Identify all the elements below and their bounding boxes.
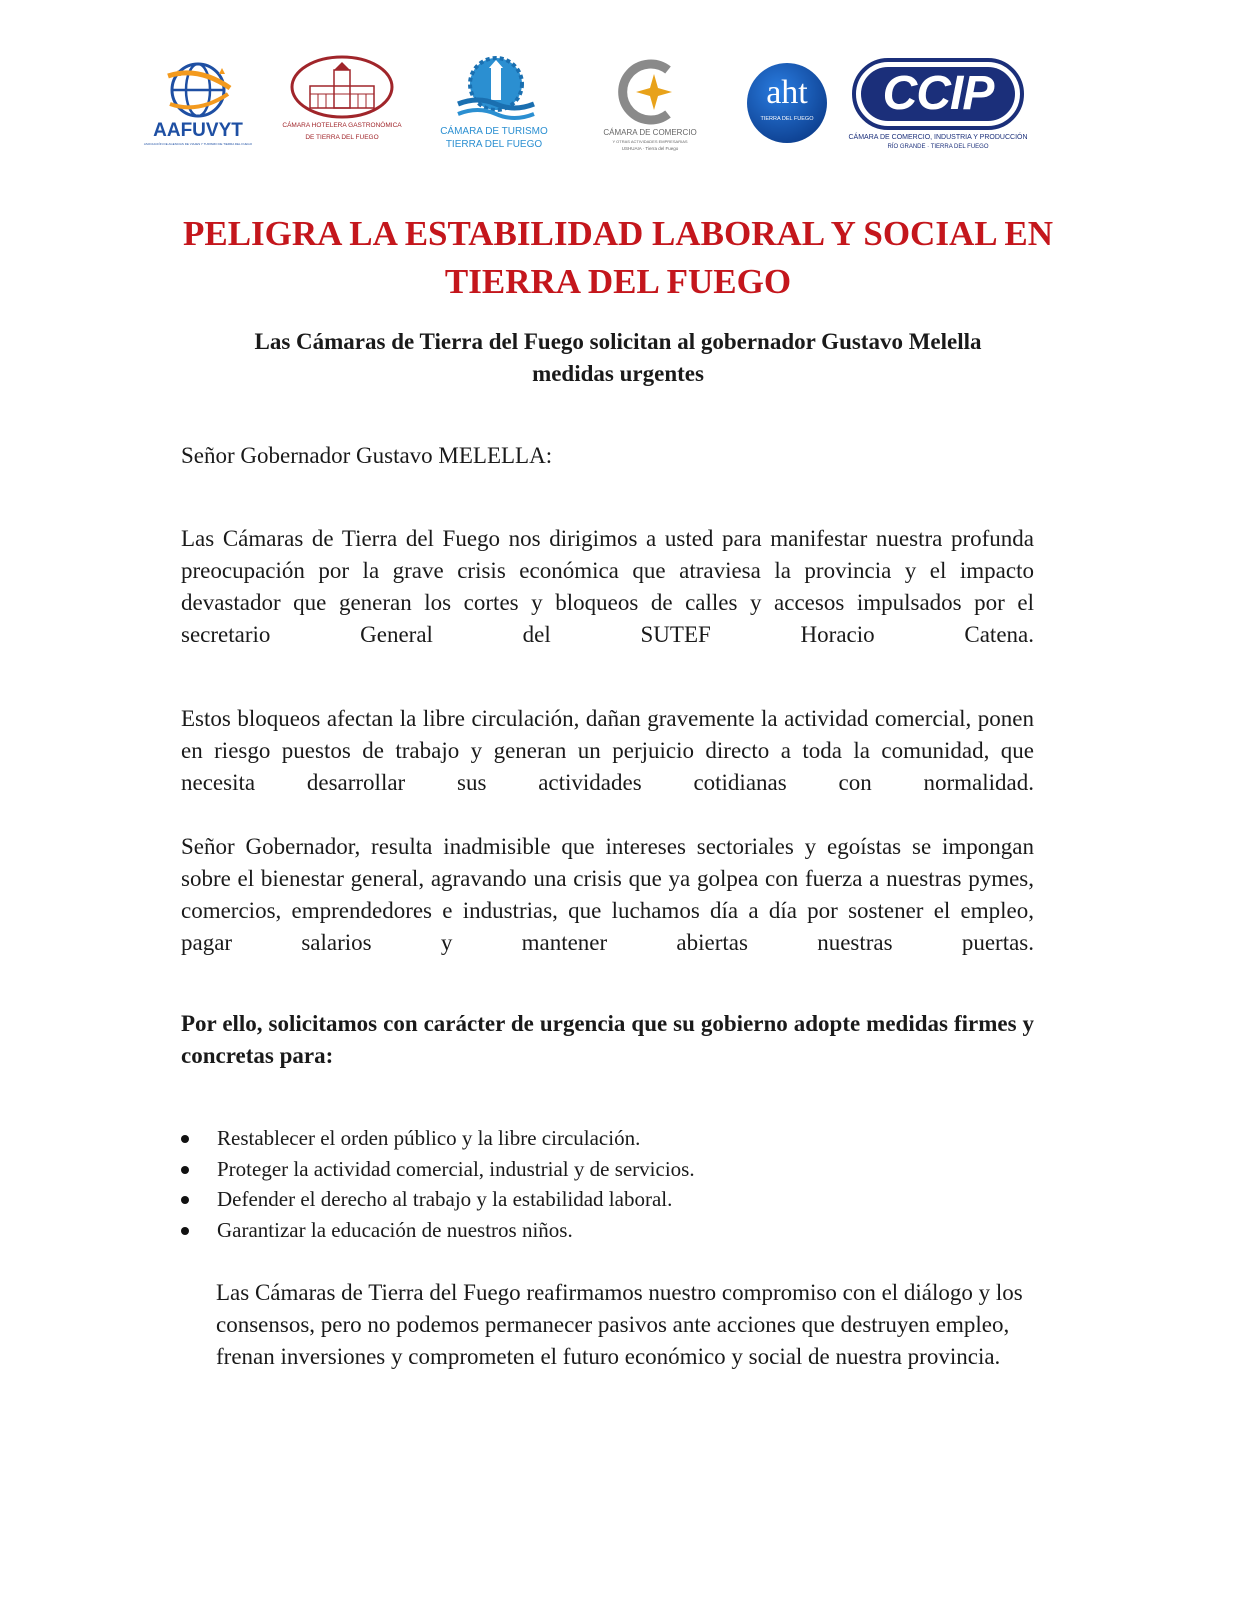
title-line-1: PELIGRA LA ESTABILIDAD LABORAL Y SOCIAL EN	[182, 214, 1054, 253]
aht-subcaption: TIERRA DEL FUEGO	[760, 116, 814, 122]
list-item-text: Garantizar la educación de nuestros niños.	[217, 1217, 573, 1242]
compass-star-icon	[598, 58, 702, 126]
paragraph-1: Las Cámaras de Tierra del Fuego nos dirigimos a usted para manifestar nuestra profunda preocupación por la grave crisis económica que atraviesa la provincia y el impacto devastador que generan los cortes y bloqueos de calles y accesos impulsados por el secretario General del SUTEF Horacio Catena.	[181, 526, 1034, 647]
list-item	[181, 1154, 1034, 1185]
camara-comercio-logo	[598, 58, 702, 156]
ccip-logo	[848, 54, 1028, 158]
request-paragraph: Por ello, solicitamos con carácter de urgencia que su gobierno adopte medidas firmes y concretas para:	[181, 1011, 1034, 1068]
ccip-caption: CCIP	[882, 67, 994, 120]
camara-turismo-logo	[440, 52, 548, 152]
building-icon	[288, 54, 396, 120]
bullet-dot-icon	[181, 1166, 189, 1174]
camara-comercio-subcaption: Y OTRAS ACTIVIDADES EMPRESARIAS	[612, 139, 688, 144]
bullet-dot-icon	[181, 1196, 189, 1204]
list-item	[181, 1215, 1034, 1246]
camara-comercio-tagline: USHUAIA · Tierra del Fuego	[621, 146, 679, 151]
bullet-dot-icon	[181, 1227, 189, 1235]
camara-hotelera-logo	[282, 54, 402, 146]
camara-comercio-caption: CÁMARA DE COMERCIO	[603, 128, 697, 137]
globe-icon	[148, 58, 248, 120]
paragraph-3: Señor Gobernador, resulta inadmisible que intereses sectoriales y egoístas se impongan sobre el bienestar general, agravando una crisis que ya golpea con fuerza a nuestras pymes, comercios, emprendedores e industrias, que luchamos día a día por sostener el empleo, pagar salarios y mantener abiertas nuestras puertas.	[181, 834, 1034, 955]
paragraph-2: Estos bloqueos afectan la libre circulación, dañan gravemente la actividad comercial, ponen en riesgo puestos de trabajo y generan un perjuicio directo a toda la comunidad, que necesita desarrollar sus actividades cotidianas con normalidad.	[181, 706, 1034, 795]
subtitle-line-1: Las Cámaras de Tierra del Fuego solicitan al gobernador Gustavo Melella	[254, 329, 982, 354]
bullet-dot-icon	[181, 1135, 189, 1143]
aafuvyt-subcaption: ASOCIACIÓN DE AGENCIAS DE VIAJES Y TURISMO DE TIERRA DEL FUEGO	[143, 142, 253, 146]
camara-hotelera-subcaption: DE TIERRA DEL FUEGO	[305, 134, 379, 141]
closing-paragraph: Las Cámaras de Tierra del Fuego reafirmamos nuestro compromiso con el diálogo y los consensos, pero no podemos permanecer pasivos ante acciones que destruyen empleo, frenan inversiones y comprometen el futuro económico y social de nuestra provincia.	[216, 1280, 1023, 1369]
list-item	[181, 1184, 1034, 1215]
list-item-text: Restablecer el orden público y la libre circulación.	[217, 1126, 641, 1150]
ccip-tagline: RÍO GRANDE · TIERRA DEL FUEGO	[887, 144, 989, 150]
measures-list	[181, 1123, 1034, 1245]
logo-strip	[0, 0, 1236, 200]
camara-turismo-subcaption: TIERRA DEL FUEGO	[445, 139, 543, 150]
ccip-subcaption: CÁMARA DE COMERCIO, INDUSTRIA Y PRODUCCIÓN	[848, 134, 1028, 141]
document-subtitle	[180, 326, 1056, 390]
aht-logo	[746, 62, 828, 144]
lighthouse-icon	[444, 52, 544, 124]
aafuvyt-caption: AAFUVYT	[153, 120, 243, 141]
list-item-text: Proteger la actividad comercial, industrial y de servicios.	[217, 1156, 695, 1181]
document-title	[100, 210, 1136, 306]
camara-turismo-caption: CÁMARA DE TURISMO	[440, 126, 548, 137]
aht-caption: aht	[766, 74, 808, 111]
salutation: Señor Gobernador Gustavo MELELLA:	[181, 443, 553, 468]
list-item	[181, 1123, 1034, 1154]
subtitle-line-2: medidas urgentes	[532, 361, 704, 386]
title-line-2: TIERRA DEL FUEGO	[444, 262, 792, 301]
aafuvyt-logo	[143, 58, 253, 148]
list-item-text: Defender el derecho al trabajo y la estabilidad laboral.	[217, 1187, 673, 1211]
camara-hotelera-caption: CÁMARA HOTELERA GASTRONÓMICA	[282, 122, 402, 129]
